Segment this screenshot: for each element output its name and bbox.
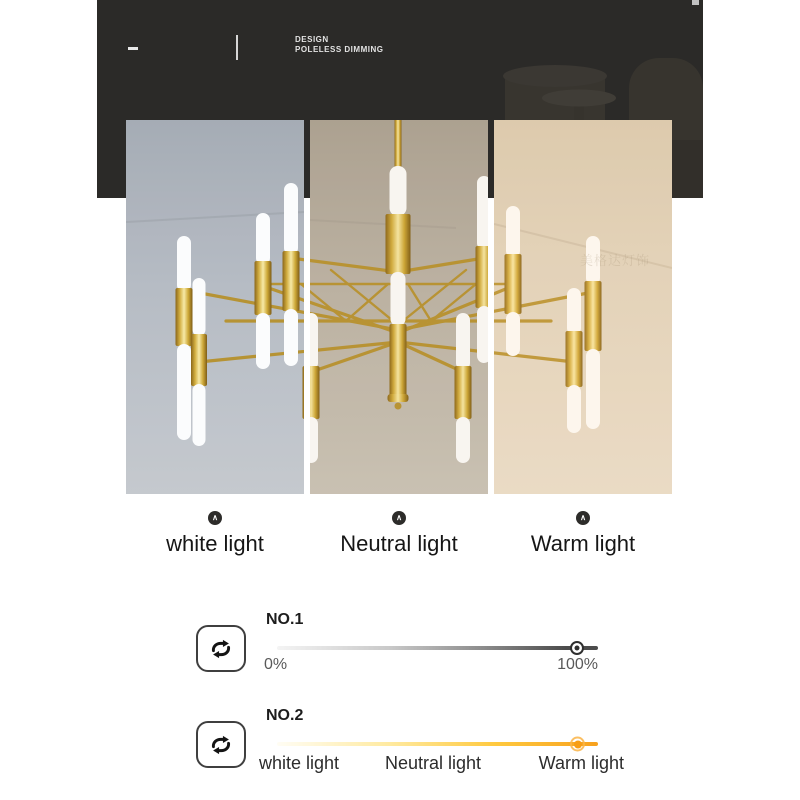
temp-label-warm: Warm light [538,753,624,773]
label-warm-light: Warm light [530,531,636,556]
brightness-slider-track[interactable] [277,646,598,650]
badge-white [126,507,304,525]
badge-warm [494,507,672,525]
brightness-max-label: 100% [557,656,598,673]
chandelier-photo [126,120,304,494]
dimming-mode-button-2[interactable] [196,721,246,768]
hero-title-line2: POLELESS DIMMING [295,45,384,54]
badge-neutral [310,507,488,525]
dimming-mode-button-1[interactable] [196,625,246,672]
temp-label-neutral: Neutral light [385,753,482,773]
brightness-slider-knob[interactable] [570,641,584,655]
cycle-arrows-icon [208,732,234,758]
temp-label-white: white light [259,753,340,773]
panel-warm-light [494,120,672,494]
color-temp-slider-track[interactable] [277,742,598,746]
chevron-up-icon: ∧ [212,513,218,522]
color-temp-slider-knob[interactable] [570,737,585,752]
watermark: 美格达灯饰 [580,253,651,268]
chevron-up-icon: ∧ [580,513,586,522]
brightness-min-label: 0% [264,656,288,673]
panel-neutral-light [310,120,488,494]
chevron-up-icon: ∧ [396,513,402,522]
panel-white-light [126,120,304,494]
slider-1-title: NO.1 [266,611,304,628]
hero-title-line1: DESIGN [295,35,329,44]
chandelier-photo [494,120,672,494]
cycle-arrows-icon [208,636,234,662]
label-white-light: white light [166,531,264,556]
vertical-divider [236,35,238,60]
slider-2-title: NO.2 [266,707,304,724]
corner-artifact [692,0,699,5]
label-neutral-light: Neutral light [340,531,458,556]
dash-mark [128,47,138,50]
hero-title [295,35,383,55]
chandelier-photo [310,120,488,494]
